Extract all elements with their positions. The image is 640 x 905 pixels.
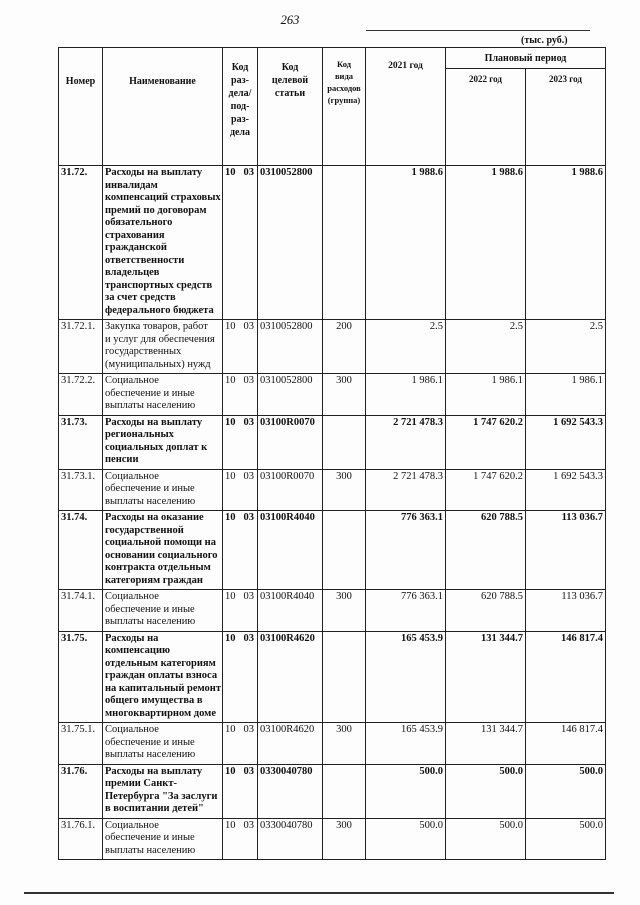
target-code: 0330040780 [258, 818, 323, 860]
table-row [59, 320, 606, 374]
amount-2023: 113 036.7 [526, 590, 606, 632]
row-number: 31.74.1. [59, 590, 103, 632]
table-row [59, 374, 606, 416]
row-name: Расходы на выплату премии Санкт- Петербурга "За заслуги в воспитании детей" [103, 764, 223, 818]
amount-2022: 131 344.7 [446, 723, 526, 765]
section-code-cell [223, 469, 258, 511]
target-code: 03100R4040 [258, 590, 323, 632]
bottom-rule-line [24, 892, 614, 894]
page-number: 263 [280, 13, 300, 27]
row-number: 31.76.1. [59, 818, 103, 860]
amount-2021: 776 363.1 [366, 511, 446, 590]
row-name: Социальное обеспечение и иные выплаты населению [103, 590, 223, 632]
row-number: 31.72.1. [59, 320, 103, 374]
amount-2021: 500.0 [366, 764, 446, 818]
row-number: 31.74. [59, 511, 103, 590]
expense-type-code [323, 764, 366, 818]
target-code: 0310052800 [258, 374, 323, 416]
subsection-code: 03 [243, 167, 254, 178]
expense-type-code [323, 511, 366, 590]
row-name: Закупка товаров, работ и услуг для обеспечения государственных (муниципальных) нужд [103, 320, 223, 374]
amount-2021: 165 453.9 [366, 723, 446, 765]
table-row [59, 166, 606, 320]
target-code: 0330040780 [258, 764, 323, 818]
amount-2023: 1 692 543.3 [526, 415, 606, 469]
table-body [59, 166, 606, 860]
expense-type-code: 300 [323, 818, 366, 860]
amount-2022: 500.0 [446, 818, 526, 860]
amount-2023: 113 036.7 [526, 511, 606, 590]
header-expense-type: Код вида расходов (группа) [323, 48, 366, 166]
section-code: 10 [225, 512, 236, 523]
subsection-code: 03 [243, 321, 254, 332]
header-2021: 2021 год [366, 48, 446, 166]
budget-table [58, 47, 606, 860]
header-section-code: Код раз- дела/ под- раз- дела [223, 48, 258, 166]
amount-2021: 776 363.1 [366, 590, 446, 632]
section-code-cell [223, 631, 258, 723]
amount-2021: 1 988.6 [366, 166, 446, 320]
subsection-code: 03 [243, 375, 254, 386]
section-code: 10 [225, 765, 236, 777]
amount-2022: 1 747 620.2 [446, 469, 526, 511]
subsection-code: 03 [243, 512, 254, 523]
section-code-cell [223, 166, 258, 320]
row-name: Социальное обеспечение и иные выплаты населению [103, 723, 223, 765]
target-code: 03100R4620 [258, 723, 323, 765]
amount-2022: 131 344.7 [446, 631, 526, 723]
row-number: 31.76. [59, 764, 103, 818]
top-rule-line [366, 30, 590, 31]
table-header [59, 48, 606, 166]
amount-2022: 1 747 620.2 [446, 415, 526, 469]
table-row [59, 818, 606, 860]
subsection-code: 03 [243, 819, 254, 831]
amount-2023: 2.5 [526, 320, 606, 374]
table-row [59, 631, 606, 723]
target-code: 0310052800 [258, 166, 323, 320]
row-name: Социальное обеспечение и иные выплаты населению [103, 818, 223, 860]
amount-2021: 2 721 478.3 [366, 469, 446, 511]
expense-type-code [323, 415, 366, 469]
row-name: Расходы на компенсацию отдельным категориям граждан оплаты взноса на капитальный ремонт общего имущества в многоквартирном доме [103, 631, 223, 723]
amount-2022: 1 986.1 [446, 374, 526, 416]
section-code: 10 [225, 591, 236, 602]
row-number: 31.75. [59, 631, 103, 723]
expense-type-code: 200 [323, 320, 366, 374]
row-number: 31.73.1. [59, 469, 103, 511]
subsection-code: 03 [243, 724, 254, 735]
section-code: 10 [225, 167, 236, 178]
header-row-top [59, 48, 606, 69]
target-code: 03100R0070 [258, 469, 323, 511]
table-row [59, 723, 606, 765]
amount-2021: 1 986.1 [366, 374, 446, 416]
amount-2023: 500.0 [526, 764, 606, 818]
table-row [59, 415, 606, 469]
expense-type-code: 300 [323, 590, 366, 632]
amount-2021: 2.5 [366, 320, 446, 374]
section-code: 10 [225, 724, 236, 735]
table-row [59, 469, 606, 511]
amount-2023: 1 692 543.3 [526, 469, 606, 511]
expense-type-code [323, 631, 366, 723]
row-number: 31.73. [59, 415, 103, 469]
subsection-code: 03 [243, 632, 254, 644]
row-number: 31.72. [59, 166, 103, 320]
subsection-code: 03 [243, 416, 254, 428]
table-row [59, 511, 606, 590]
section-code: 10 [225, 632, 236, 644]
header-planning-period: Плановый период [446, 48, 606, 69]
target-code: 03100R0070 [258, 415, 323, 469]
row-name: Расходы на выплату региональных социальных доплат к пенсии [103, 415, 223, 469]
amount-2022: 620 788.5 [446, 590, 526, 632]
amount-2023: 500.0 [526, 818, 606, 860]
amount-2021: 500.0 [366, 818, 446, 860]
section-code: 10 [225, 416, 236, 428]
amount-2023: 146 817.4 [526, 723, 606, 765]
amount-2022: 620 788.5 [446, 511, 526, 590]
section-code: 10 [225, 819, 236, 831]
header-number: Номер [59, 48, 103, 166]
amount-2022: 2.5 [446, 320, 526, 374]
expense-type-code: 300 [323, 469, 366, 511]
section-code-cell [223, 511, 258, 590]
subsection-code: 03 [243, 765, 254, 777]
amount-2021: 165 453.9 [366, 631, 446, 723]
header-target-code: Код целевой статьи [258, 48, 323, 166]
amount-2021: 2 721 478.3 [366, 415, 446, 469]
target-code: 03100R4620 [258, 631, 323, 723]
target-code: 03100R4040 [258, 511, 323, 590]
section-code: 10 [225, 470, 236, 482]
subsection-code: 03 [243, 591, 254, 602]
header-2023: 2023 год [526, 69, 606, 166]
section-code: 10 [225, 375, 236, 386]
section-code-cell [223, 320, 258, 374]
row-name: Расходы на оказание государственной социальной помощи на основании социального контракта отдельным категориям граждан [103, 511, 223, 590]
section-code-cell [223, 723, 258, 765]
amount-2023: 1 988.6 [526, 166, 606, 320]
row-number: 31.75.1. [59, 723, 103, 765]
section-code-cell [223, 764, 258, 818]
expense-type-code: 300 [323, 374, 366, 416]
expense-type-code: 300 [323, 723, 366, 765]
target-code: 0310052800 [258, 320, 323, 374]
section-code-cell [223, 415, 258, 469]
row-name: Социальное обеспечение и иные выплаты населению [103, 469, 223, 511]
table-row [59, 590, 606, 632]
subsection-code: 03 [243, 470, 254, 482]
section-code-cell [223, 590, 258, 632]
section-code: 10 [225, 321, 236, 332]
units-label: (тыс. руб.) [521, 35, 568, 46]
amount-2022: 500.0 [446, 764, 526, 818]
row-number: 31.72.2. [59, 374, 103, 416]
section-code-cell [223, 374, 258, 416]
row-name: Расходы на выплату инвалидам компенсаций страховых премий по договорам обязательного страхования гражданской ответственности владельцев транспортных средств за счет средств федерального бюджета [103, 166, 223, 320]
header-2022: 2022 год [446, 69, 526, 166]
section-code-cell [223, 818, 258, 860]
row-name: Социальное обеспечение и иные выплаты населению [103, 374, 223, 416]
expense-type-code [323, 166, 366, 320]
amount-2022: 1 988.6 [446, 166, 526, 320]
amount-2023: 146 817.4 [526, 631, 606, 723]
table-row [59, 764, 606, 818]
header-name: Наименование [103, 48, 223, 166]
amount-2023: 1 986.1 [526, 374, 606, 416]
